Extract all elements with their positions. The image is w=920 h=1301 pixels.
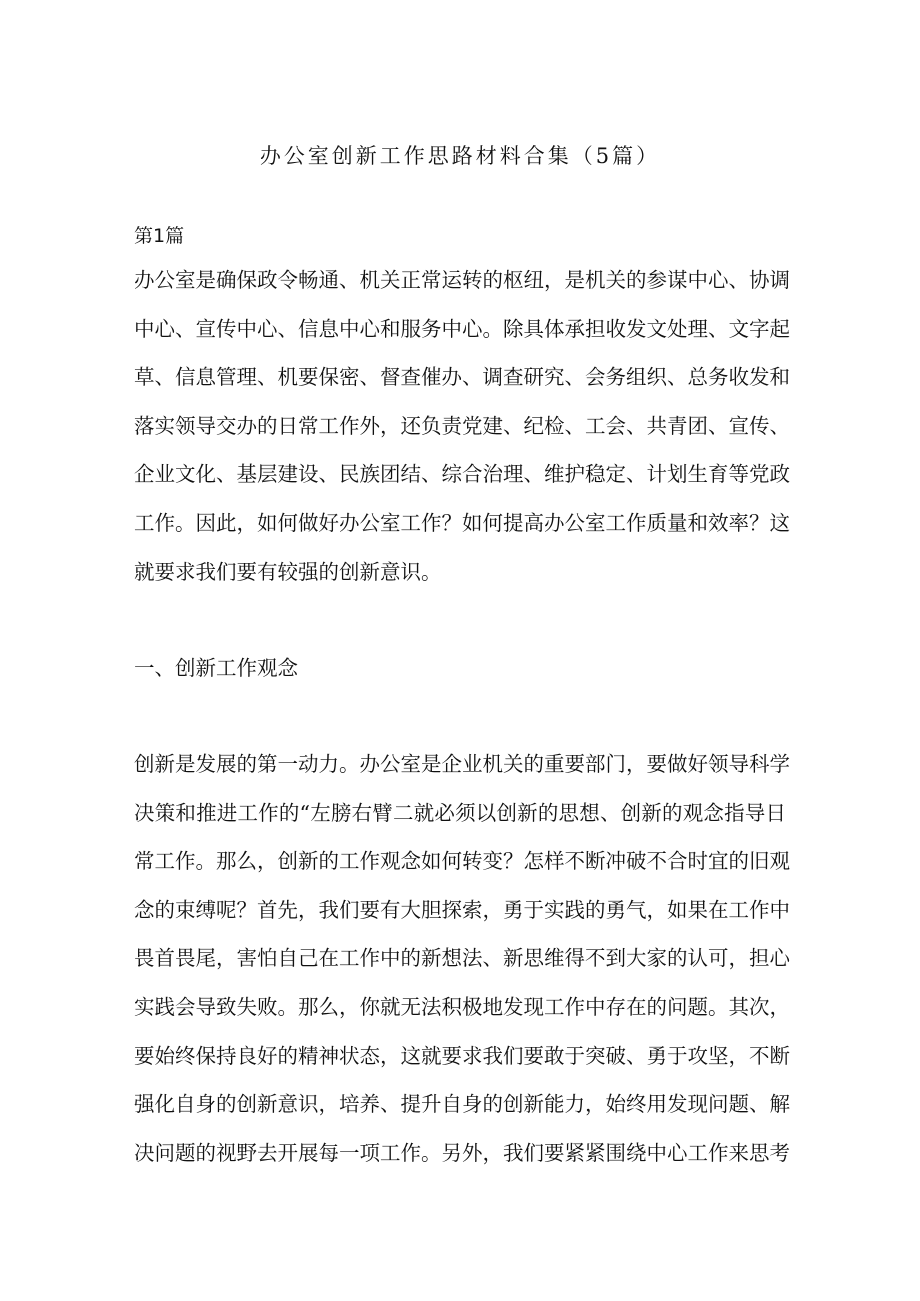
paragraph-line: 创新是发展的第一动力。办公室是企业机关的重要部门，要做好领导科学: [134, 752, 790, 776]
paragraph-line: 念的束缚呢？首先，我们要有大胆探索，勇于实践的勇气，如果在工作中: [134, 897, 790, 922]
paragraph-line: 中心、宣传中心、信息中心和服务中心。除具体承担收发文处理、文字起: [134, 316, 790, 341]
paragraph-line: 实践会导致失败。那么，你就无法积极地发现工作中存在的问题。其次，: [134, 994, 790, 1019]
document-title: 办公室创新工作思路材料合集（5篇）: [259, 144, 661, 168]
paragraph-line: 决策和推进工作的“左膀右臂二就必须以创新的思想、创新的观念指导日: [134, 800, 786, 825]
paragraph-line: 常工作。那么，创新的工作观念如何转变？怎样不断冲破不合时宜的旧观: [134, 849, 790, 874]
paragraph-line: 决问题的视野去开展每一项工作。另外，我们要紧紧围绕中心工作来思考: [134, 1140, 790, 1165]
section-heading: 一、创新工作观念: [134, 656, 298, 680]
section-label: 第1篇: [134, 225, 185, 247]
paragraph-line: 企业文化、基层建设、民族团结、综合治理、维护稳定、计划生育等党政: [134, 462, 790, 487]
paragraph-line: 强化自身的创新意识，培养、提升自身的创新能力，始终用发现问题、解: [134, 1092, 790, 1117]
paragraph-line: 畏首畏尾，害怕自己在工作中的新想法、新思维得不到大家的认可，担心: [134, 946, 790, 971]
body-paragraph: [134, 740, 790, 1177]
paragraph-line: 草、信息管理、机要保密、督查催办、调查研究、会务组织、总务收发和: [134, 365, 790, 390]
paragraph-line: 落实领导交办的日常工作外，还负责党建、纪检、工会、共青团、宣传、: [134, 413, 790, 438]
paragraph-line: 工作。因此，如何做好办公室工作？如何提高办公室工作质量和效率？这: [134, 510, 790, 535]
paragraph-line: 办公室是确保政令畅通、机关正常运转的枢纽，是机关的参谋中心、协调: [134, 268, 790, 292]
intro-paragraph: [134, 256, 790, 596]
paragraph-line: 就要求我们要有较强的创新意识。: [134, 559, 442, 584]
paragraph-line: 要始终保持良好的精神状态，这就要求我们要敢于突破、勇于攻坚，不断: [134, 1043, 790, 1068]
